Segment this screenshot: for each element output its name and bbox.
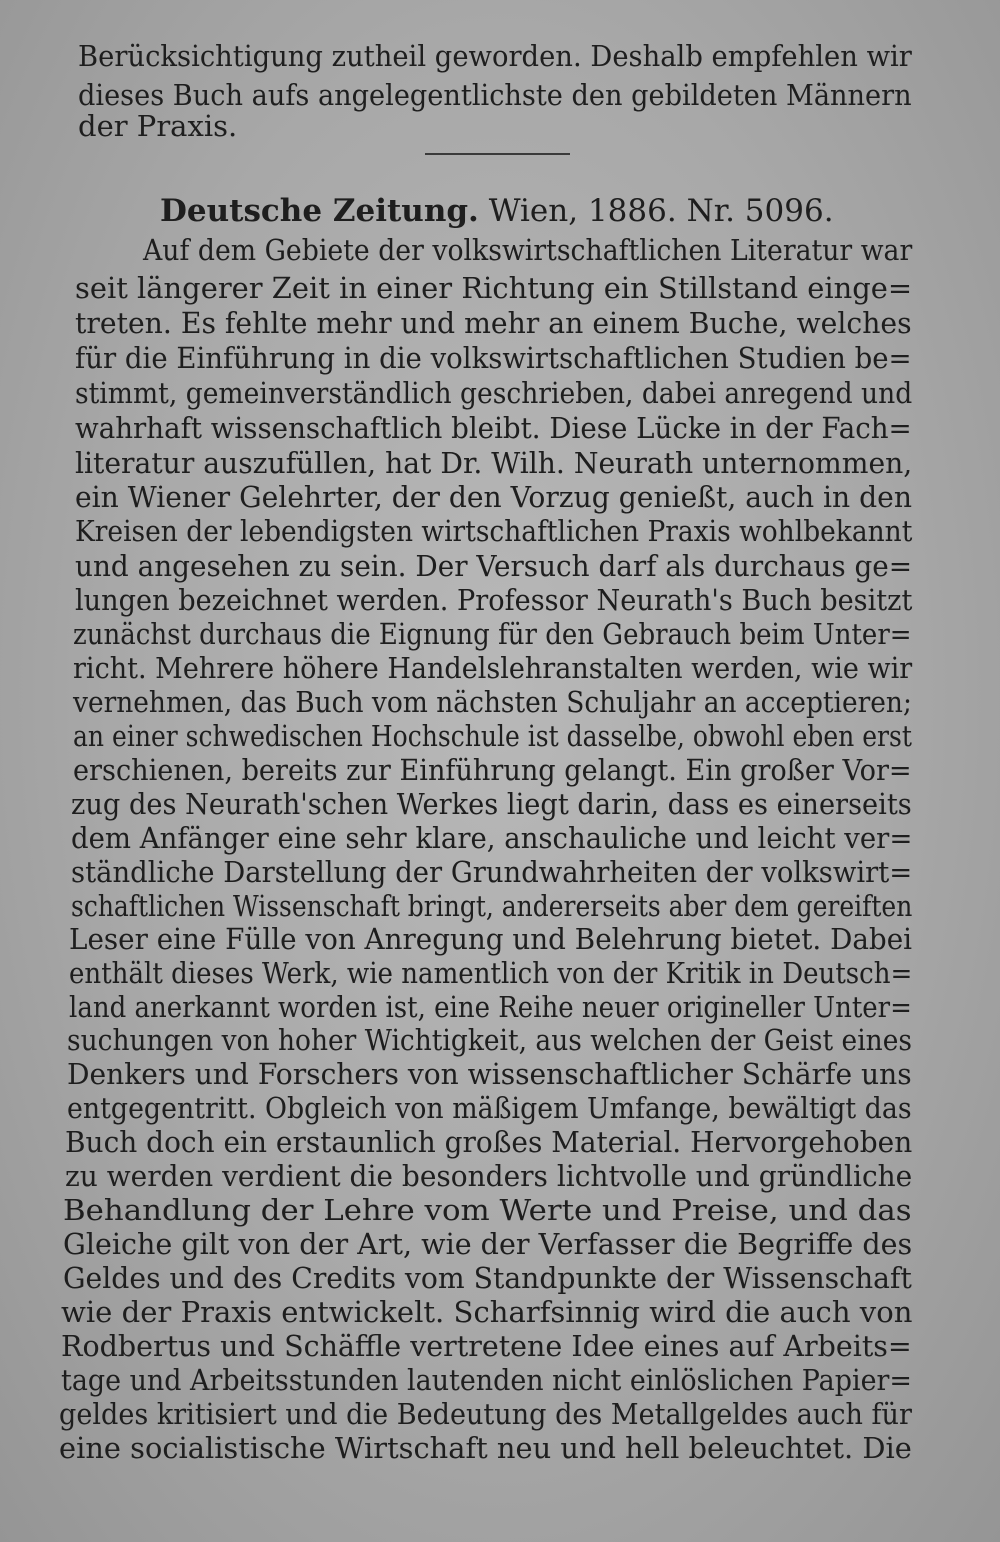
text-line: an einer schwedischen Hochschule ist dasselbe, obwohl eben erst [73,719,912,753]
text-line: suchungen von hoher Wichtigkeit, aus welchen der Geist eines [67,1023,912,1057]
text-line: land anerkannt worden ist, eine Reihe neuer origineller Unter= [69,990,912,1024]
text-line: ein Wiener Gelehrter, der den Vorzug genießt, auch in den [75,480,912,514]
text-line: richt. Mehrere höhere Handelslehranstalten werden, wie wir [73,651,913,685]
text-line: der Praxis. [78,109,238,143]
text-line: Geldes und des Credits vom Standpunkte der Wissenschaft [63,1261,912,1295]
text-line: dieses Buch aufs angelegentlichste den gebildeten Männern [78,78,912,112]
text-line: eine socialistische Wirtschaft neu und hell beleuchtet. Die [59,1431,912,1465]
text-line: für die Einführung in die volkswirtschaftlichen Studien be= [75,341,912,375]
text-line: geldes kritisiert und die Bedeutung des Metallgeldes auch für [59,1397,912,1431]
text-line: vernehmen, das Buch vom nächsten Schuljahr an acceptieren; [73,685,912,719]
text-line: seit längerer Zeit in einer Richtung ein Stillstand einge= [75,271,913,305]
text-line: schaftlichen Wissenschaft bringt, andererseits aber dem gereiften [71,889,913,923]
publication-name: Deutsche Zeitung. [160,193,479,229]
text-line: Gleiche gilt von der Art, wie der Verfasser die Begriffe des [63,1227,913,1261]
text-line: wie der Praxis entwickelt. Scharfsinnig wird die auch von [61,1295,913,1329]
text-line: Leser eine Fülle von Anregung und Belehrung bietet. Dabei [69,922,913,956]
text-line: entgegentritt. Obgleich von mäßigem Umfange, bewältigt das [67,1091,912,1125]
text-line: Denkers und Forschers von wissenschaftlicher Schärfe uns [67,1057,912,1091]
text-line: tage und Arbeitsstunden lautenden nicht einlöslichen Papier= [61,1363,912,1397]
section-divider [425,153,570,155]
text-line: lungen bezeichnet werden. Professor Neurath's Buch besitzt [75,583,913,617]
text-line: dem Anfänger eine sehr klare, anschauliche und leicht ver= [71,821,913,855]
text-line: Behandlung der Lehre vom Werte und Preise, und das [63,1193,912,1227]
text-line: zug des Neurath'schen Werkes liegt darin, dass es einerseits [71,787,912,821]
text-line: ständliche Darstellung der Grundwahrheiten der volkswirt= [71,855,913,889]
text-line: Berücksichtigung zutheil geworden. Deshalb empfehlen wir [78,39,912,73]
text-line: zunächst durchaus die Eignung für den Gebrauch beim Unter= [73,617,912,651]
text-line: Auf dem Gebiete der volkswirtschaftlichen Literatur war [143,233,913,267]
text-line: Buch doch ein erstaunlich großes Material. Hervorgehoben [65,1125,913,1159]
text-line: Rodbertus und Schäffle vertretene Idee eines auf Arbeits= [61,1329,912,1363]
text-line: literatur auszufüllen, hat Dr. Wilh. Neurath unternommen, [75,446,913,480]
text-line: zu werden verdient die besonders lichtvolle und gründliche [65,1159,913,1193]
text-line: erschienen, bereits zur Einführung gelangt. Ein großer Vor= [73,753,912,787]
text-line: und angesehen zu sein. Der Versuch darf als durchaus ge= [75,549,913,583]
text-line: Kreisen der lebendigsten wirtschaftlichen Praxis wohlbekannt [75,514,913,548]
review-heading [160,193,834,229]
text-line: treten. Es fehlte mehr und mehr an einem Buche, welches [75,306,912,340]
text-line: wahrhaft wissenschaftlich bleibt. Diese Lücke in der Fach= [75,411,912,445]
text-line: stimmt, gemeinverständlich geschrieben, dabei anregend und [75,376,913,410]
publication-place-date: Wien, 1886. [488,193,677,229]
publication-issue: Nr. 5096. [686,193,834,229]
text-line: enthält dieses Werk, wie namentlich von der Kritik in Deutsch= [69,956,913,990]
